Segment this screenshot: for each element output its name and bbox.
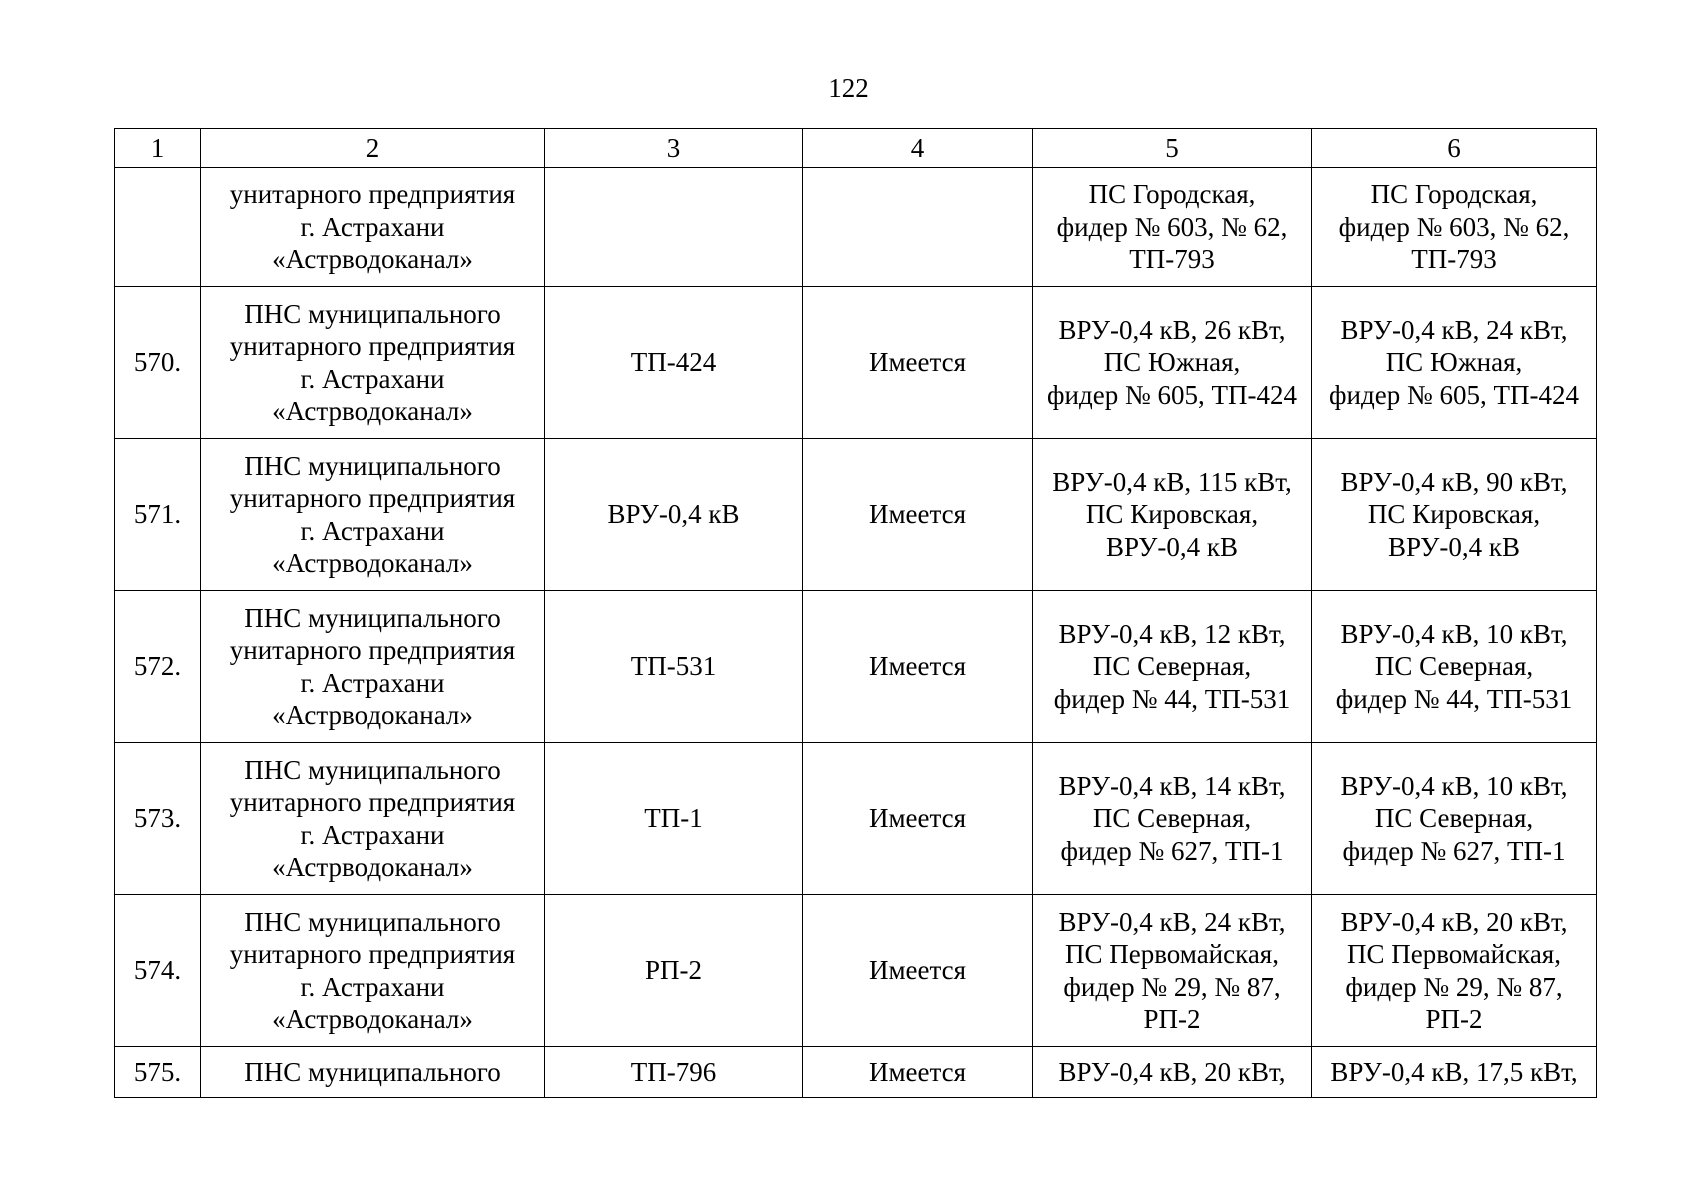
- power-source-cell: ВРУ-0,4 кВ, 20 кВт,: [1033, 1047, 1312, 1098]
- object-name-cell: ПНС муниципального унитарного предприятия г. Астрахани «Астрводоканал»: [201, 287, 545, 439]
- power-source-alt-cell: ВРУ-0,4 кВ, 20 кВт, ПС Первомайская, фидер № 29, № 87, РП-2: [1312, 895, 1597, 1047]
- column-header: 2: [201, 129, 545, 168]
- data-table: [114, 128, 1597, 1098]
- object-name-cell: ПНС муниципального унитарного предприятия г. Астрахани «Астрводоканал»: [201, 743, 545, 895]
- availability-cell: Имеется: [803, 287, 1033, 439]
- power-source-alt-cell: ВРУ-0,4 кВ, 10 кВт, ПС Северная, фидер № 627, ТП-1: [1312, 743, 1597, 895]
- supply-point-cell: ТП-796: [545, 1047, 803, 1098]
- table-row: [115, 743, 1597, 895]
- object-name-cell: унитарного предприятия г. Астрахани «Астрводоканал»: [201, 168, 545, 287]
- row-number-cell: 572.: [115, 591, 201, 743]
- row-number-cell: [115, 168, 201, 287]
- column-header: 4: [803, 129, 1033, 168]
- column-header: 5: [1033, 129, 1312, 168]
- page-number: 122: [828, 73, 869, 103]
- row-number-cell: 573.: [115, 743, 201, 895]
- power-source-alt-cell: ВРУ-0,4 кВ, 24 кВт, ПС Южная, фидер № 605, ТП-424: [1312, 287, 1597, 439]
- power-source-alt-cell: ВРУ-0,4 кВ, 17,5 кВт,: [1312, 1047, 1597, 1098]
- table-row: [115, 439, 1597, 591]
- column-header: 6: [1312, 129, 1597, 168]
- row-number-cell: 575.: [115, 1047, 201, 1098]
- power-source-cell: ВРУ-0,4 кВ, 24 кВт, ПС Первомайская, фидер № 29, № 87, РП-2: [1033, 895, 1312, 1047]
- supply-point-cell: [545, 168, 803, 287]
- table-row-continued: [115, 168, 1597, 287]
- object-name-cell: ПНС муниципального: [201, 1047, 545, 1098]
- power-source-alt-cell: ВРУ-0,4 кВ, 10 кВт, ПС Северная, фидер № 44, ТП-531: [1312, 591, 1597, 743]
- column-header: 3: [545, 129, 803, 168]
- supply-point-cell: ТП-424: [545, 287, 803, 439]
- power-source-cell: ВРУ-0,4 кВ, 12 кВт, ПС Северная, фидер № 44, ТП-531: [1033, 591, 1312, 743]
- power-source-cell: ВРУ-0,4 кВ, 115 кВт, ПС Кировская, ВРУ-0,4 кВ: [1033, 439, 1312, 591]
- power-source-cell: ВРУ-0,4 кВ, 14 кВт, ПС Северная, фидер № 627, ТП-1: [1033, 743, 1312, 895]
- supply-point-cell: РП-2: [545, 895, 803, 1047]
- power-source-alt-cell: ВРУ-0,4 кВ, 90 кВт, ПС Кировская, ВРУ-0,4 кВ: [1312, 439, 1597, 591]
- availability-cell: Имеется: [803, 895, 1033, 1047]
- object-name-cell: ПНС муниципального унитарного предприятия г. Астрахани «Астрводоканал»: [201, 591, 545, 743]
- supply-point-cell: ВРУ-0,4 кВ: [545, 439, 803, 591]
- availability-cell: Имеется: [803, 591, 1033, 743]
- availability-cell: [803, 168, 1033, 287]
- table-row: [115, 287, 1597, 439]
- row-number-cell: 570.: [115, 287, 201, 439]
- availability-cell: Имеется: [803, 743, 1033, 895]
- supply-point-cell: ТП-1: [545, 743, 803, 895]
- availability-cell: Имеется: [803, 1047, 1033, 1098]
- power-source-alt-cell: ПС Городская, фидер № 603, № 62, ТП-793: [1312, 168, 1597, 287]
- row-number-cell: 574.: [115, 895, 201, 1047]
- object-name-cell: ПНС муниципального унитарного предприятия г. Астрахани «Астрводоканал»: [201, 439, 545, 591]
- row-number-cell: 571.: [115, 439, 201, 591]
- table-row: [115, 895, 1597, 1047]
- power-source-cell: ПС Городская, фидер № 603, № 62, ТП-793: [1033, 168, 1312, 287]
- supply-point-cell: ТП-531: [545, 591, 803, 743]
- object-name-cell: ПНС муниципального унитарного предприятия г. Астрахани «Астрводоканал»: [201, 895, 545, 1047]
- power-source-cell: ВРУ-0,4 кВ, 26 кВт, ПС Южная, фидер № 605, ТП-424: [1033, 287, 1312, 439]
- column-header: 1: [115, 129, 201, 168]
- table-header-row: [115, 129, 1597, 168]
- table-row: [115, 1047, 1597, 1098]
- availability-cell: Имеется: [803, 439, 1033, 591]
- table-row: [115, 591, 1597, 743]
